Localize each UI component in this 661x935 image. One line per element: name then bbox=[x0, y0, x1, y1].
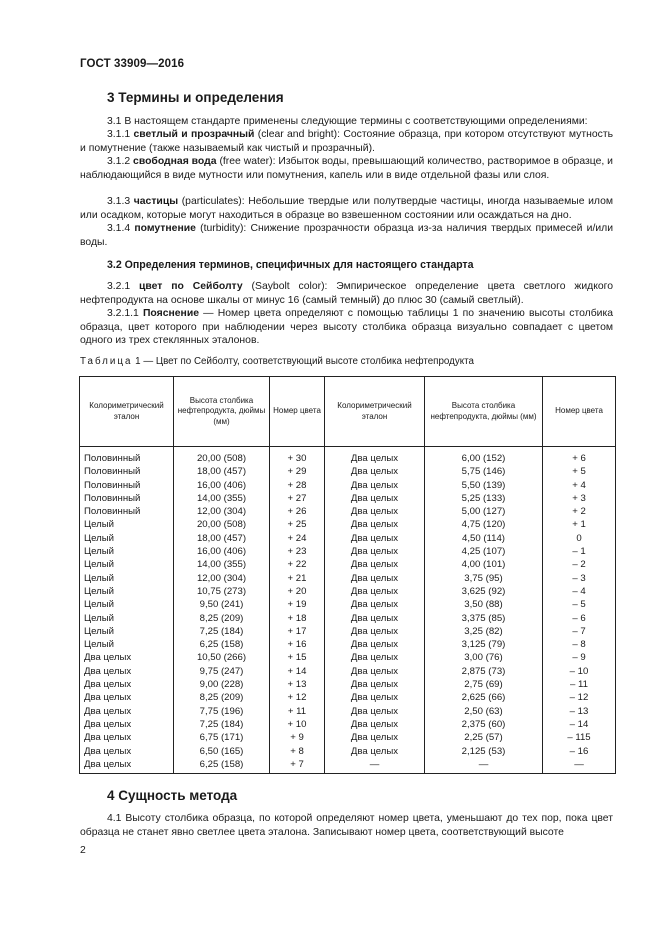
cell-height: 2,875 (73) bbox=[425, 665, 543, 678]
cell-color-number: + 17 bbox=[270, 625, 325, 638]
cell-height: 20,00 (508) bbox=[174, 518, 270, 531]
cell-standard: Два целых bbox=[325, 612, 425, 625]
section-3-title: 3 Термины и определения bbox=[107, 90, 284, 105]
cell-color-number: + 13 bbox=[270, 678, 325, 691]
table-row bbox=[80, 558, 616, 571]
table-row bbox=[80, 492, 616, 505]
table-row bbox=[80, 731, 616, 744]
cell-standard: — bbox=[325, 758, 425, 774]
cell-height: 9,75 (247) bbox=[174, 665, 270, 678]
table-row bbox=[80, 572, 616, 585]
cell-standard: Два целых bbox=[325, 625, 425, 638]
table-row bbox=[80, 638, 616, 651]
cell-color-number: – 5 bbox=[543, 598, 616, 611]
cell-color-number: — bbox=[543, 758, 616, 774]
cell-height: 6,00 (152) bbox=[425, 447, 543, 466]
cell-color-number: + 10 bbox=[270, 718, 325, 731]
cell-color-number: – 115 bbox=[543, 731, 616, 744]
cell-height: 16,00 (406) bbox=[174, 479, 270, 492]
paragraph-3-1-2: 3.1.2 свободная вода (free water): Избыток воды, превышающий количество, растворимое в образце, и наблюдающийся в виде мутности или помутнения, капель или в виде отдельной фазы или слоя. bbox=[80, 156, 613, 181]
section-4-title: 4 Сущность метода bbox=[107, 788, 238, 803]
cell-standard: Два целых bbox=[325, 572, 425, 585]
paragraph-3-2-1-1: 3.2.1.1 Пояснение — Номер цвета определяют с помощью таблицы 1 по значению высоты столбика образца, цвет которого при наблюдении через высоту столбика образца визуально совпадает с цветом одного из трех стеклянных эталонов. bbox=[80, 308, 614, 346]
cell-height: 2,25 (57) bbox=[425, 731, 543, 744]
cell-standard: Половинный bbox=[80, 479, 174, 492]
cell-height: 12,00 (304) bbox=[174, 572, 270, 585]
cell-color-number: + 12 bbox=[270, 691, 325, 704]
paragraph-3-2-1: 3.2.1 цвет по Сейболту (Saybolt color): Эмпирическое определение цвета светлого жидкого нефтепродукта на основе шкалы от минус 16 (самый темный) до плюс 30 (самый светлый). bbox=[80, 281, 614, 306]
cell-color-number: – 4 bbox=[543, 585, 616, 598]
cell-height: 3,00 (76) bbox=[425, 651, 543, 664]
cell-color-number: – 16 bbox=[543, 745, 616, 758]
cell-standard: Два целых bbox=[325, 479, 425, 492]
cell-height: 8,25 (209) bbox=[174, 691, 270, 704]
cell-color-number: + 6 bbox=[543, 447, 616, 466]
cell-standard: Два целых bbox=[80, 691, 174, 704]
table-1-caption: Таблица 1 — Цвет по Сейболту, соответствующий высоте столбика нефтепродукта bbox=[80, 356, 474, 367]
cell-standard: Половинный bbox=[80, 447, 174, 466]
table-row bbox=[80, 545, 616, 558]
paragraph-3-1-4: 3.1.4 помутнение (turbidity): Снижение прозрачности образца из-за наличия твердых примесей и/или воды. bbox=[80, 223, 614, 248]
table-row bbox=[80, 505, 616, 518]
cell-height: 6,75 (171) bbox=[174, 731, 270, 744]
cell-color-number: + 8 bbox=[270, 745, 325, 758]
cell-standard: Два целых bbox=[325, 691, 425, 704]
cell-color-number: + 22 bbox=[270, 558, 325, 571]
cell-color-number: + 4 bbox=[543, 479, 616, 492]
table-row bbox=[80, 598, 616, 611]
cell-height: 3,75 (95) bbox=[425, 572, 543, 585]
cell-height: 3,50 (88) bbox=[425, 598, 543, 611]
cell-standard: Два целых bbox=[325, 638, 425, 651]
cell-height: 18,00 (457) bbox=[174, 532, 270, 545]
cell-height: 4,75 (120) bbox=[425, 518, 543, 531]
cell-color-number: + 3 bbox=[543, 492, 616, 505]
cell-height: 5,50 (139) bbox=[425, 479, 543, 492]
table-row bbox=[80, 678, 616, 691]
cell-color-number: + 23 bbox=[270, 545, 325, 558]
cell-height: 5,00 (127) bbox=[425, 505, 543, 518]
cell-standard: Два целых bbox=[80, 731, 174, 744]
cell-height: 4,00 (101) bbox=[425, 558, 543, 571]
cell-color-number: + 7 bbox=[270, 758, 325, 774]
cell-standard: Целый bbox=[80, 612, 174, 625]
cell-standard: Два целых bbox=[325, 447, 425, 466]
cell-standard: Целый bbox=[80, 598, 174, 611]
subsection-3-2-title: 3.2 Определения терминов, специфичных для настоящего стандарта bbox=[107, 259, 474, 271]
cell-standard: Два целых bbox=[80, 745, 174, 758]
term-particulates: частицы bbox=[133, 196, 179, 207]
cell-standard: Два целых bbox=[325, 492, 425, 505]
table-row bbox=[80, 585, 616, 598]
table-row bbox=[80, 758, 616, 774]
cell-height: 7,25 (184) bbox=[174, 625, 270, 638]
cell-standard: Целый bbox=[80, 518, 174, 531]
cell-standard: Целый bbox=[80, 585, 174, 598]
cell-standard: Два целых bbox=[325, 665, 425, 678]
cell-color-number: + 1 bbox=[543, 518, 616, 531]
cell-height: 16,00 (406) bbox=[174, 545, 270, 558]
cell-standard: Два целых bbox=[325, 558, 425, 571]
cell-color-number: – 3 bbox=[543, 572, 616, 585]
table-row bbox=[80, 625, 616, 638]
cell-color-number: – 11 bbox=[543, 678, 616, 691]
table-row bbox=[80, 745, 616, 758]
cell-color-number: – 2 bbox=[543, 558, 616, 571]
cell-color-number: – 8 bbox=[543, 638, 616, 651]
cell-height: 4,50 (114) bbox=[425, 532, 543, 545]
cell-height: 2,75 (69) bbox=[425, 678, 543, 691]
column-header: Номер цвета bbox=[270, 377, 325, 447]
cell-height: 14,00 (355) bbox=[174, 558, 270, 571]
cell-color-number: + 20 bbox=[270, 585, 325, 598]
standard-header: ГОСТ 33909—2016 bbox=[80, 58, 185, 70]
cell-standard: Два целых bbox=[325, 585, 425, 598]
cell-color-number: – 14 bbox=[543, 718, 616, 731]
cell-standard: Два целых bbox=[325, 518, 425, 531]
column-header: Колориметрический эталон bbox=[325, 377, 425, 447]
cell-standard: Два целых bbox=[325, 731, 425, 744]
cell-color-number: – 9 bbox=[543, 651, 616, 664]
cell-color-number: + 28 bbox=[270, 479, 325, 492]
cell-color-number: + 14 bbox=[270, 665, 325, 678]
cell-color-number: + 24 bbox=[270, 532, 325, 545]
cell-standard: Два целых bbox=[80, 705, 174, 718]
page-number: 2 bbox=[80, 845, 86, 856]
cell-height: 9,50 (241) bbox=[174, 598, 270, 611]
column-header: Номер цвета bbox=[543, 377, 616, 447]
cell-standard: Два целых bbox=[325, 465, 425, 478]
paragraph-3-1: 3.1 В настоящем стандарте применены следующие термины с соответствующими определениями: bbox=[107, 116, 588, 127]
cell-standard: Два целых bbox=[325, 705, 425, 718]
cell-height: 2,625 (66) bbox=[425, 691, 543, 704]
table-row bbox=[80, 665, 616, 678]
cell-height: 12,00 (304) bbox=[174, 505, 270, 518]
cell-height: 2,375 (60) bbox=[425, 718, 543, 731]
cell-color-number: – 1 bbox=[543, 545, 616, 558]
cell-height: 7,25 (184) bbox=[174, 718, 270, 731]
term-turbidity: помутнение bbox=[134, 223, 196, 234]
cell-standard: Целый bbox=[80, 638, 174, 651]
cell-standard: Целый bbox=[80, 532, 174, 545]
cell-color-number: + 2 bbox=[543, 505, 616, 518]
table-row bbox=[80, 705, 616, 718]
term-explanation: Пояснение bbox=[142, 308, 199, 319]
cell-height: — bbox=[425, 758, 543, 774]
cell-color-number: + 30 bbox=[270, 447, 325, 466]
cell-standard: Два целых bbox=[325, 505, 425, 518]
cell-color-number: + 19 bbox=[270, 598, 325, 611]
cell-standard: Два целых bbox=[325, 598, 425, 611]
cell-color-number: – 12 bbox=[543, 691, 616, 704]
term-clear-bright: светлый и прозрачный bbox=[133, 129, 255, 140]
cell-color-number: – 7 bbox=[543, 625, 616, 638]
cell-standard: Два целых bbox=[325, 718, 425, 731]
cell-height: 8,25 (209) bbox=[174, 612, 270, 625]
cell-height: 3,375 (85) bbox=[425, 612, 543, 625]
cell-standard: Половинный bbox=[80, 505, 174, 518]
cell-height: 7,75 (196) bbox=[174, 705, 270, 718]
cell-standard: Целый bbox=[80, 625, 174, 638]
cell-color-number: – 6 bbox=[543, 612, 616, 625]
cell-standard: Два целых bbox=[325, 532, 425, 545]
cell-color-number: + 15 bbox=[270, 651, 325, 664]
cell-color-number: + 21 bbox=[270, 572, 325, 585]
table-row bbox=[80, 518, 616, 531]
cell-height: 4,25 (107) bbox=[425, 545, 543, 558]
cell-height: 5,75 (146) bbox=[425, 465, 543, 478]
cell-height: 2,50 (63) bbox=[425, 705, 543, 718]
cell-standard: Целый bbox=[80, 572, 174, 585]
table-row bbox=[80, 447, 616, 466]
cell-color-number: + 29 bbox=[270, 465, 325, 478]
column-header: Высота столбика нефтепродукта, дюймы (мм) bbox=[174, 377, 270, 447]
cell-standard: Два целых bbox=[80, 651, 174, 664]
cell-height: 3,125 (79) bbox=[425, 638, 543, 651]
cell-standard: Целый bbox=[80, 545, 174, 558]
cell-height: 2,125 (53) bbox=[425, 745, 543, 758]
paragraph-4-1: 4.1 Высоту столбика образца, по которой определяют номер цвета, уменьшают до тех пор, пока цвет образца не станет явно светлее цвета эталона. Записывают номер цвета, соответствующий высоте bbox=[80, 813, 613, 838]
cell-height: 20,00 (508) bbox=[174, 447, 270, 466]
table-row bbox=[80, 651, 616, 664]
cell-height: 3,25 (82) bbox=[425, 625, 543, 638]
saybolt-color-table bbox=[79, 376, 616, 774]
cell-standard: Целый bbox=[80, 558, 174, 571]
cell-color-number: + 9 bbox=[270, 731, 325, 744]
cell-standard: Два целых bbox=[80, 718, 174, 731]
cell-height: 14,00 (355) bbox=[174, 492, 270, 505]
cell-color-number: + 25 bbox=[270, 518, 325, 531]
cell-standard: Два целых bbox=[80, 758, 174, 774]
table-row bbox=[80, 479, 616, 492]
column-header: Высота столбика нефтепродукта, дюймы (мм) bbox=[425, 377, 543, 447]
cell-color-number: – 10 bbox=[543, 665, 616, 678]
table-row bbox=[80, 718, 616, 731]
cell-height: 6,25 (158) bbox=[174, 638, 270, 651]
cell-standard: Два целых bbox=[325, 745, 425, 758]
cell-height: 3,625 (92) bbox=[425, 585, 543, 598]
paragraph-3-1-3: 3.1.3 частицы (particulates): Небольшие твердые или полутвердые частицы, иногда называемые илом или осадком, которые могут находиться в образце во взвешенном состоянии или осаждаться на дно. bbox=[80, 196, 613, 221]
term-saybolt-color: цвет по Сейболту bbox=[139, 281, 243, 292]
cell-color-number: + 27 bbox=[270, 492, 325, 505]
cell-height: 10,50 (266) bbox=[174, 651, 270, 664]
cell-standard: Половинный bbox=[80, 465, 174, 478]
column-header: Колориметрический эталон bbox=[80, 377, 174, 447]
cell-standard: Два целых bbox=[325, 678, 425, 691]
cell-height: 10,75 (273) bbox=[174, 585, 270, 598]
table-row bbox=[80, 532, 616, 545]
cell-height: 18,00 (457) bbox=[174, 465, 270, 478]
cell-color-number: + 11 bbox=[270, 705, 325, 718]
cell-standard: Два целых bbox=[80, 678, 174, 691]
cell-color-number: + 5 bbox=[543, 465, 616, 478]
paragraph-3-1-1: 3.1.1 светлый и прозрачный (clear and bright): Состояние образца, при котором отсутствуют мутность и помутнение (также называемый как чистый и прозрачный). bbox=[80, 129, 613, 154]
table-row bbox=[80, 612, 616, 625]
cell-color-number: – 13 bbox=[543, 705, 616, 718]
cell-standard: Два целых bbox=[80, 665, 174, 678]
cell-standard: Половинный bbox=[80, 492, 174, 505]
term-free-water: свободная вода bbox=[133, 156, 217, 167]
cell-height: 6,25 (158) bbox=[174, 758, 270, 774]
cell-color-number: 0 bbox=[543, 532, 616, 545]
table-row bbox=[80, 691, 616, 704]
cell-height: 6,50 (165) bbox=[174, 745, 270, 758]
cell-color-number: + 26 bbox=[270, 505, 325, 518]
cell-standard: Два целых bbox=[325, 545, 425, 558]
cell-color-number: + 16 bbox=[270, 638, 325, 651]
table-row bbox=[80, 465, 616, 478]
cell-height: 9,00 (228) bbox=[174, 678, 270, 691]
cell-standard: Два целых bbox=[325, 651, 425, 664]
cell-color-number: + 18 bbox=[270, 612, 325, 625]
cell-height: 5,25 (133) bbox=[425, 492, 543, 505]
